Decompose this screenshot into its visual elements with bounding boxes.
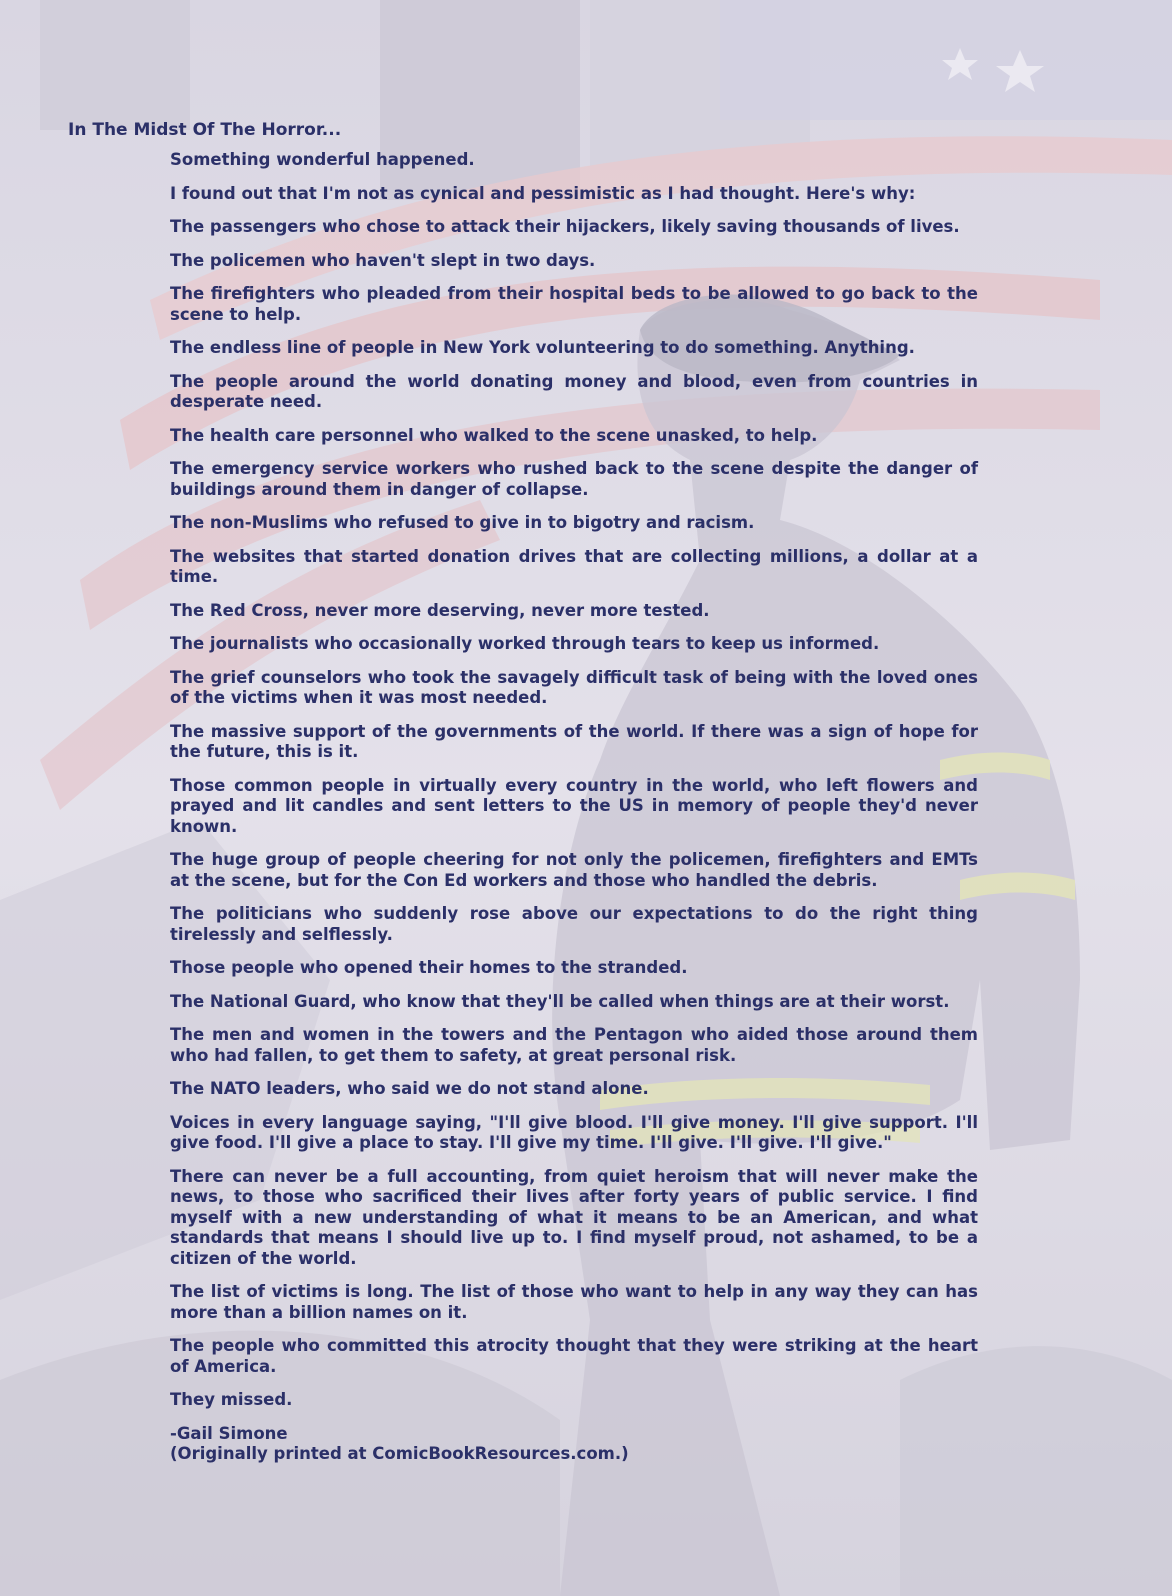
paragraph: Those people who opened their homes to the stranded. [170, 958, 688, 977]
paragraph: I found out that I'm not as cynical and pessimistic as I had thought. Here's why: [170, 183, 916, 203]
paragraph: Those common people in virtually every country in the world, who left flowers and prayed and lit candles and sent letters to the US in memory of people they'd never known. [170, 775, 978, 836]
paragraph: The health care personnel who walked to the scene unasked, to help. [170, 425, 818, 445]
paragraph: The Red Cross, never more deserving, never more tested. [170, 600, 710, 620]
paragraph: Voices in every language saying, "I'll give blood. I'll give money. I'll give support. I'll give food. I'll give a place to stay. I'll give my time. I'll give. I'll give. I'll give." [170, 1112, 978, 1152]
paragraph: The journalists who occasionally worked through tears to keep us informed. [170, 634, 880, 653]
author-byline: -Gail Simone [170, 1423, 288, 1443]
paragraph: The grief counselors who took the savagely difficult task of being with the loved ones of the victims when it was most needed. [170, 667, 978, 707]
paragraph: The NATO leaders, who said we do not stand alone. [170, 1079, 649, 1098]
paragraph: The emergency service workers who rushed back to the scene despite the danger of buildings around them in danger of collapse. [170, 459, 978, 499]
paragraph: The firefighters who pleaded from their hospital beds to be allowed to go back to the scene to help. [170, 284, 978, 324]
paragraph: Something wonderful happened. [170, 150, 475, 169]
paragraph: The National Guard, who know that they'll be called when things are at their worst. [170, 991, 950, 1011]
paragraph: The people who committed this atrocity thought that they were striking at the heart of America. [170, 1336, 978, 1376]
letter-body [170, 150, 978, 1465]
paragraph: The endless line of people in New York volunteering to do something. Anything. [170, 338, 915, 357]
source-credit: (Originally printed at ComicBookResources.com.) [170, 1444, 629, 1463]
paragraph: The passengers who chose to attack their hijackers, likely saving thousands of lives. [170, 217, 960, 236]
paragraph: The people around the world donating money and blood, even from countries in desperate need. [170, 371, 978, 411]
paragraph: The politicians who suddenly rose above our expectations to do the right thing tirelessly and selflessly. [170, 904, 978, 944]
paragraph: They missed. [170, 1390, 293, 1409]
paragraph: The policemen who haven't slept in two days. [170, 250, 596, 270]
headline: In The Midst Of The Horror... [68, 120, 342, 140]
paragraph: The huge group of people cheering for not only the policemen, firefighters and EMTs at the scene, but for the Con Ed workers and those who handled the debris. [170, 850, 978, 890]
paragraph: The massive support of the governments of the world. If there was a sign of hope for the future, this is it. [170, 721, 978, 761]
paragraph: The men and women in the towers and the Pentagon who aided those around them who had fallen, to get them to safety, at great personal risk. [170, 1025, 978, 1065]
paragraph: There can never be a full accounting, from quiet heroism that will never make the news, to those who sacrificed their lives after forty years of public service. I find myself with a new understanding of what it means to be an American, and what standards that means I should live up to. I find myself proud, not ashamed, to be a citizen of the world. [170, 1166, 978, 1268]
paragraph: The non-Muslims who refused to give in to bigotry and racism. [170, 513, 755, 532]
paragraph: The list of victims is long. The list of those who want to help in any way they can has more than a billion names on it. [170, 1282, 978, 1322]
paragraph: The websites that started donation drives that are collecting millions, a dollar at a time. [170, 546, 978, 586]
